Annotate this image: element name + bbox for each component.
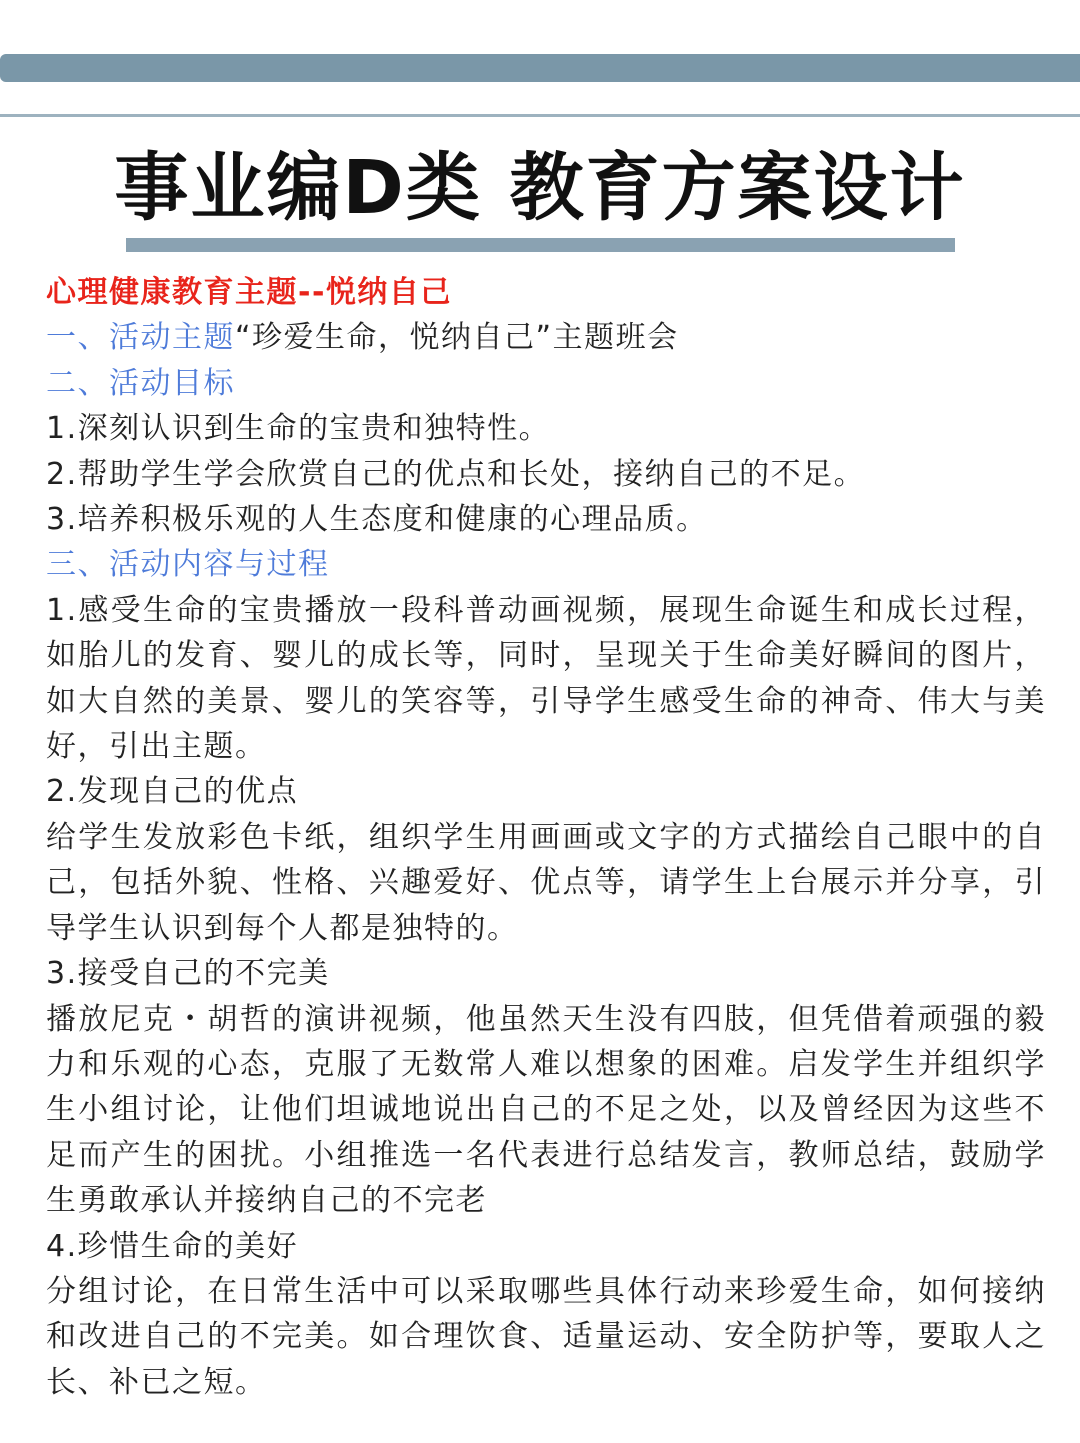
activity-theme-text: “珍爱生命，悦纳自己”主题班会	[235, 320, 679, 356]
process-subheading-4: 4.珍惜生命的美好	[46, 1228, 299, 1264]
goal-item: 1.深刻认识到生命的宝贵和独特性。	[46, 411, 551, 447]
section-heading-process: 三、活动内容与过程	[46, 547, 330, 583]
process-paragraph-3: 播放尼克・胡哲的演讲视频，他虽然天生没有四肢，但凭借着顽强的毅力和乐观的心态，克服了无数常人难以想象的困难。启发学生并组织学生小组讨论，让他们坦诚地说出自己的不足之处，以及曾经因为这些不足而产生的困扰。小组推选一名代表进行总结发言，教师总结，鼓励学生勇敢承认并接纳自己的不完老	[46, 1001, 1046, 1219]
goal-item: 3.培养积极乐观的人生态度和健康的心理品质。	[46, 502, 708, 538]
process-paragraph-1: 1.感受生命的宝贵播放一段科普动画视频，展现生命诞生和成长过程，如胎儿的发育、婴儿的成长等，同时，呈现关于生命美好瞬间的图片，如大自然的美景、婴儿的笑容等，引导学生感受生命的神奇、伟大与美好，引出主题。	[46, 592, 1046, 765]
process-subheading-3: 3.接受自己的不完美	[46, 956, 330, 992]
document-body	[46, 270, 1046, 1405]
top-divider-line	[0, 114, 1080, 117]
goal-item: 2.帮助学生学会欣赏自己的优点和长处，接纳自己的不足。	[46, 456, 866, 492]
page-title: 事业编D类 教育方案设计	[114, 145, 966, 231]
process-subheading-2: 2.发现自己的优点	[46, 774, 299, 810]
doc-subtitle: 心理健康教育主题--悦纳自己	[46, 275, 452, 310]
section-heading-theme: 一、活动主题	[46, 320, 235, 356]
section-activity-theme	[46, 315, 1046, 360]
section-heading-goals: 二、活动目标	[46, 365, 235, 401]
title-underline	[126, 238, 955, 252]
process-paragraph-4: 分组讨论，在日常生活中可以采取哪些具体行动来珍爱生命，如何接纳和改进自己的不完美。如合理饮食、适量运动、安全防护等，要取人之长、补已之短。	[46, 1273, 1046, 1400]
process-paragraph-2: 给学生发放彩色卡纸，组织学生用画画或文字的方式描绘自己眼中的自己，包括外貌、性格、兴趣爱好、优点等，请学生上台展示并分享，引导学生认识到每个人都是独特的。	[46, 819, 1046, 946]
top-decorative-band	[0, 54, 1080, 82]
